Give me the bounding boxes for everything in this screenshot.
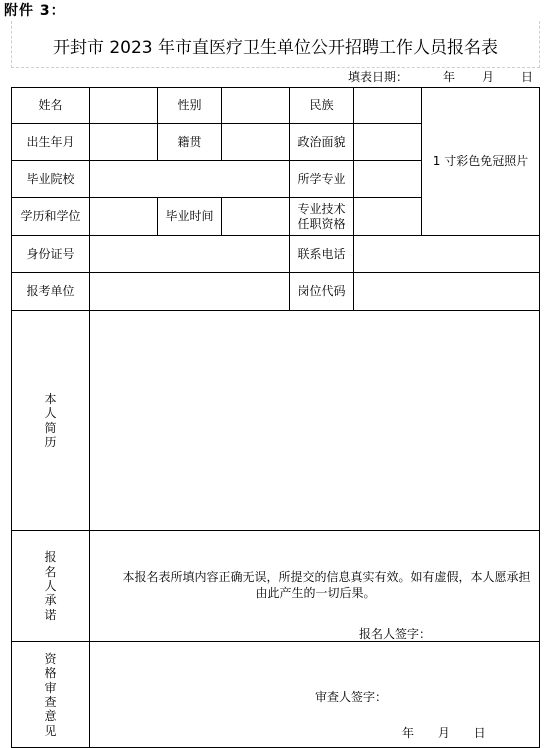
review-char: 审 xyxy=(44,680,57,695)
fill-date-year: 年 xyxy=(443,70,456,84)
resume-char: 本 xyxy=(44,391,57,406)
major-field[interactable] xyxy=(354,161,422,198)
name-field[interactable] xyxy=(90,88,158,124)
title-box xyxy=(11,21,540,68)
professional-title-field[interactable] xyxy=(354,198,422,236)
political-status-field[interactable] xyxy=(354,124,422,161)
review-label xyxy=(12,642,90,748)
school-label: 毕业院校 xyxy=(12,161,90,198)
education-field[interactable] xyxy=(90,198,158,236)
review-char: 资 xyxy=(44,651,57,666)
review-date: 年 月 日 xyxy=(402,726,486,741)
fill-date-month: 月 xyxy=(482,70,495,84)
phone-label: 联系电话 xyxy=(290,236,354,273)
ethnicity-label: 民族 xyxy=(290,88,354,124)
id-number-field[interactable] xyxy=(90,236,290,273)
promise-char: 承 xyxy=(44,593,57,608)
resume-char: 历 xyxy=(44,434,57,449)
promise-statement: 本报名表所填内容正确无误，所提交的信息真实有效。如有虚假，本人愿承担由此产生的一切后果。 xyxy=(122,570,531,600)
attachment-label: 附件 3： xyxy=(4,3,66,19)
grad-time-label: 毕业时间 xyxy=(158,198,222,236)
review-char: 意 xyxy=(44,709,57,724)
photo-box: 1 寸彩色免冠照片 xyxy=(422,88,540,236)
fill-date-day: 日 xyxy=(521,70,534,84)
promise-char: 诺 xyxy=(44,607,57,622)
professional-title-label xyxy=(290,198,354,236)
ethnicity-field[interactable] xyxy=(354,88,422,124)
grad-time-field[interactable] xyxy=(222,198,290,236)
resume-field[interactable] xyxy=(90,311,540,531)
form-title: 开封市 2023 年市直医疗卫生单位公开招聘工作人员报名表 xyxy=(52,38,499,58)
birth-label: 出生年月 xyxy=(12,124,90,161)
promise-cell xyxy=(90,531,540,642)
position-code-label: 岗位代码 xyxy=(290,273,354,311)
gender-field[interactable] xyxy=(222,88,290,124)
resume-label xyxy=(12,311,90,531)
professional-title-line2: 任职资格 xyxy=(297,216,346,231)
unit-field[interactable] xyxy=(90,273,290,311)
fill-date-label: 填表日期： xyxy=(348,70,409,84)
political-status-label: 政治面貌 xyxy=(290,124,354,161)
registration-form xyxy=(11,87,540,748)
promise-char: 报 xyxy=(44,550,57,565)
promise-char: 名 xyxy=(44,564,57,579)
name-label: 姓名 xyxy=(12,88,90,124)
gender-label: 性别 xyxy=(158,88,222,124)
applicant-sign-label: 报名人签字： xyxy=(358,627,431,641)
resume-char: 简 xyxy=(44,420,57,435)
promise-label xyxy=(12,531,90,642)
native-place-label: 籍贯 xyxy=(158,124,222,161)
phone-field[interactable] xyxy=(354,236,540,273)
review-char: 查 xyxy=(44,694,57,709)
school-field[interactable] xyxy=(90,161,290,198)
review-char: 格 xyxy=(44,666,57,681)
unit-label: 报考单位 xyxy=(12,273,90,311)
promise-char: 人 xyxy=(44,579,57,593)
education-label: 学历和学位 xyxy=(12,198,90,236)
birth-field[interactable] xyxy=(90,124,158,161)
id-number-label: 身份证号 xyxy=(12,236,90,273)
resume-char: 人 xyxy=(44,406,57,421)
reviewer-sign-label: 审查人签字： xyxy=(315,690,388,705)
review-char: 见 xyxy=(44,723,57,738)
professional-title-line1: 专业技术 xyxy=(297,202,346,217)
review-cell xyxy=(90,642,540,748)
major-label: 所学专业 xyxy=(290,161,354,198)
position-code-field[interactable] xyxy=(354,273,540,311)
native-place-field[interactable] xyxy=(222,124,290,161)
